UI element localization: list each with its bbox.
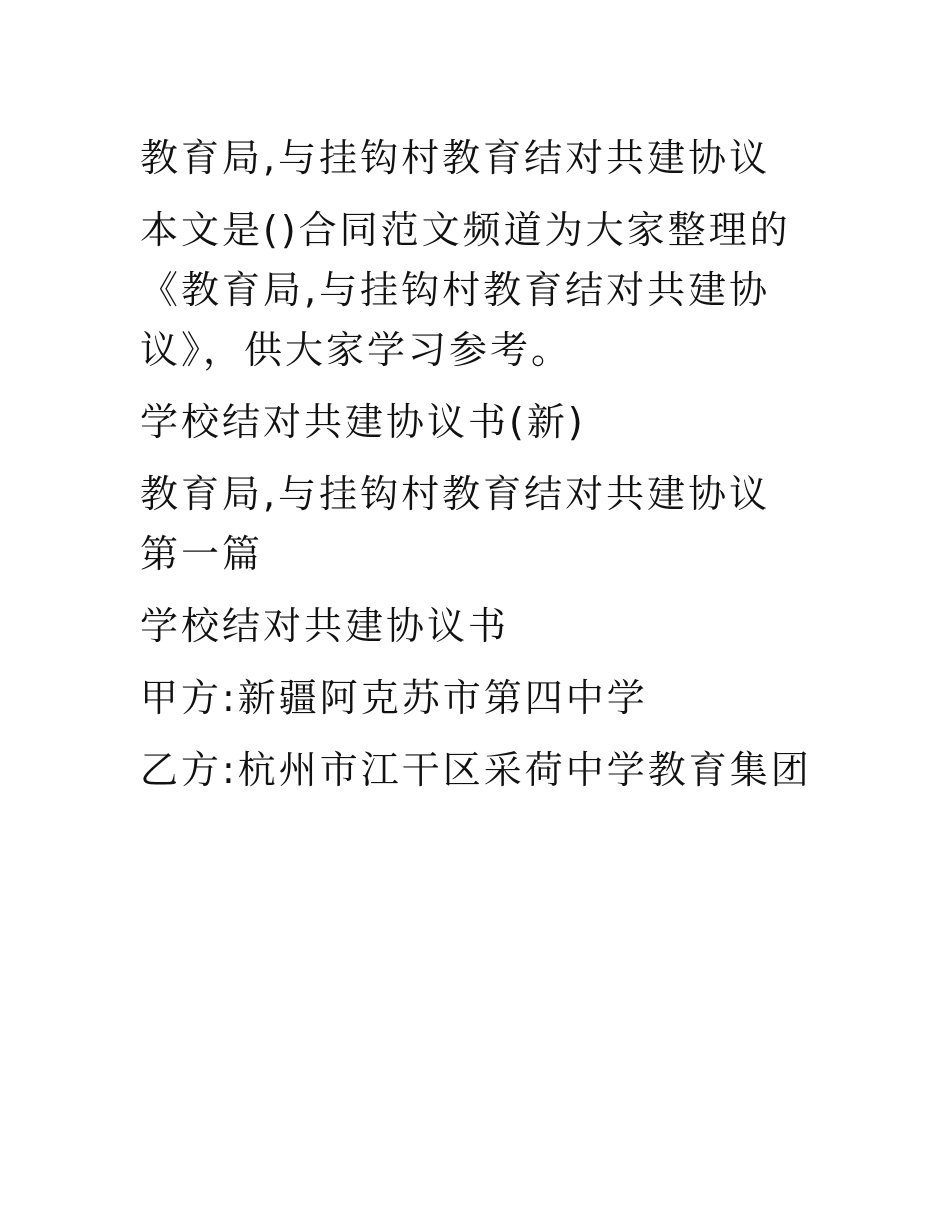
party-a-line: 甲方:新疆阿克苏市第四中学 [140, 676, 648, 720]
subsection-heading: 教育局,与挂钩村教育结对共建协议 第一篇 [140, 472, 771, 576]
party-b-line: 乙方:杭州市江干区采荷中学教育集团 [140, 748, 812, 792]
intro-paragraph: 本文是()合同范文频道为大家整理的《教育局,与挂钩村教育结对共建协议》，供大家学习参考。 [140, 208, 791, 372]
agreement-title: 学校结对共建协议书 [140, 604, 510, 648]
document-title: 教育局,与挂钩村教育结对共建协议 [140, 136, 771, 180]
section-heading: 学校结对共建协议书(新) [140, 400, 586, 444]
document-page [140, 128, 820, 812]
